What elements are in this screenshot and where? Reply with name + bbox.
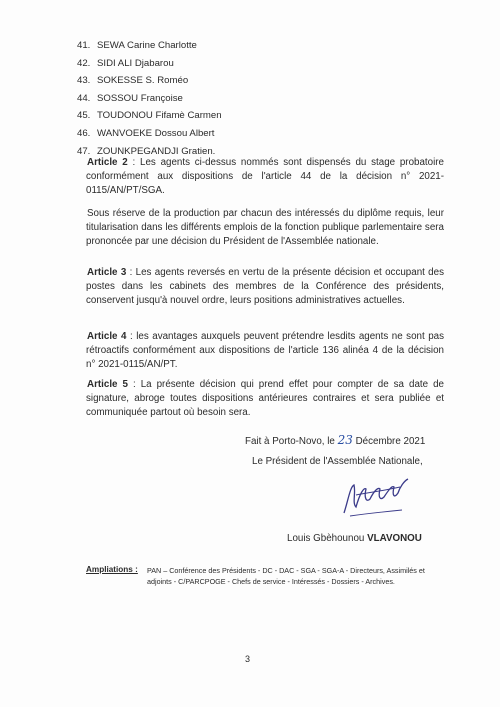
article-5-label: Article 5 [87,379,128,390]
article-5-paragraph [86,378,444,419]
list-item-number: 46. [77,127,91,139]
page-number: 3 [245,654,251,664]
list-item-number: 45. [77,110,91,122]
article-4-text: : les avantages auxquels peuvent prétendre lesdits agents ne sont pas rétroactifs conformément aux dispositions de l'article 136 alinéa 4 de la décision n° 2021-0115/AN/PT. [86,331,444,370]
place-suffix: Décembre 2021 [352,436,426,447]
list-item-name: WANVOEKE Dossou Albert [97,127,215,139]
article-3-text: : Les agents reversés en vertu de la présente décision et occupant des postes dans les cabinets des membres de la Conférence des présidents, conservent jusqu'à nouvel ordre, leurs positions administratives actuelles. [86,267,444,306]
handwritten-signature [330,473,420,523]
ampliations-label: Ampliations : [86,565,138,574]
list-item [77,125,222,143]
list-item-name: SIDI ALI Djabarou [97,57,174,69]
reserve-paragraph: Sous réserve de la production par chacun des intéressés du diplôme requis, leur titularisation dans les différents emplois de la fonction publique parlementaire sera prononcée par une décision du Président de l'Assemblée nationale. [86,208,444,247]
article-4-label: Article 4 [87,331,127,342]
list-item-name: SOKESSE S. Roméo [97,75,189,87]
list-item [77,90,222,108]
signatory-title: Le Président de l'Assemblée Nationale, [252,456,423,467]
article-3-paragraph [86,266,444,307]
list-item [77,37,222,55]
list-item-name: SEWA Carine Charlotte [97,40,197,51]
article-2-label: Article 2 [87,157,128,168]
list-item-name: SOSSOU Françoise [97,92,183,104]
handwritten-day: 23 [337,433,353,447]
signer-last-name: VLAVONOU [367,533,422,544]
ampliations-text: PAN – Conférence des Présidents - DC - DAC - SGA - SGA-A - Directeurs, Assimilés et adjoints - C/PARCPOGE - Chefs de service - Intéressés - Dossiers - Archives. [147,566,425,586]
list-item-number: 43. [77,75,91,87]
article-3-label: Article 3 [87,267,127,278]
list-item [77,107,222,125]
signer-first-name: Louis Gbèhounou [287,533,368,544]
list-item-number: 44. [77,92,91,104]
list-item [77,72,222,90]
list-item-number: 47. [77,145,91,157]
list-item-number: 42. [77,57,91,69]
place-prefix: Fait à Porto-Novo, le [245,436,338,447]
list-item-name: ZOUNKPEGANDJI Gratien. [97,145,216,157]
agent-name-list [77,37,222,160]
signature-graphic [330,473,420,523]
article-2-paragraph [86,156,444,197]
article-5-text: : La présente décision qui prend effet pour compter de sa date de signature, abroge toutes dispositions antérieures contraires et sera publiée et communiquée partout où besoin sera. [86,379,444,418]
place-date-line [245,433,425,447]
article-2-text: : Les agents ci-dessus nommés sont dispensés du stage probatoire conformément aux dispositions de l'article 44 de la décision n° 2021-0115/AN/PT/SGA. [86,157,444,196]
signer-name [287,533,422,544]
list-item-number: 41. [77,40,91,51]
list-item-name: TOUDONOU Fifamè Carmen [97,110,222,122]
article-4-paragraph [86,330,444,371]
list-item [77,55,222,73]
